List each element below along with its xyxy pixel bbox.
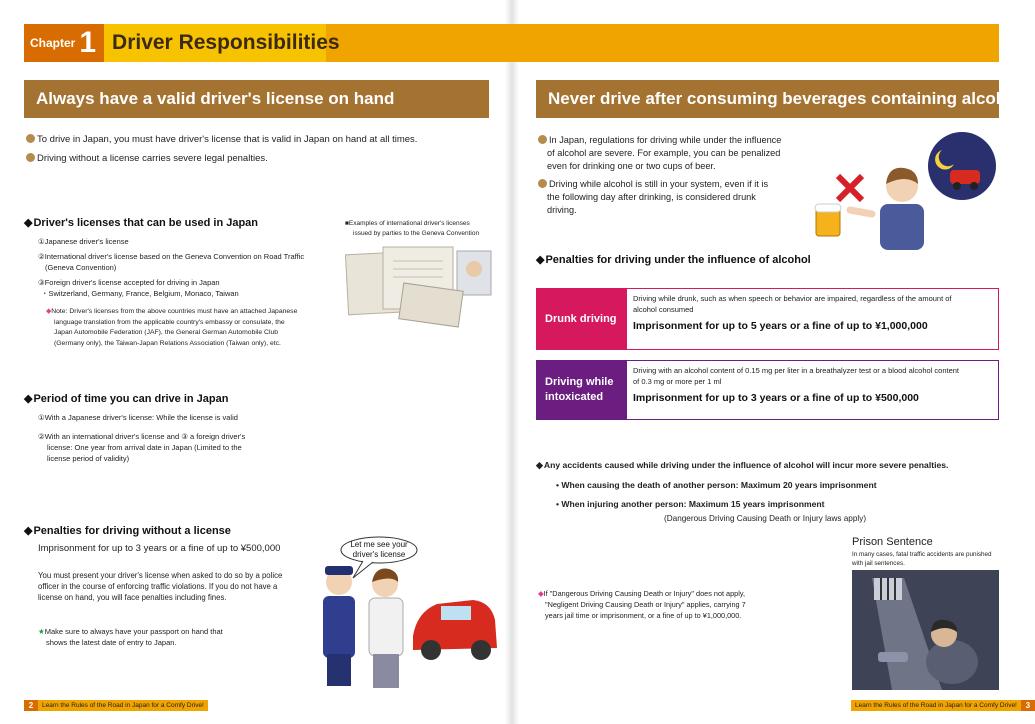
period-item: ①With a Japanese driver's license: While the license is valid xyxy=(38,413,238,422)
intro-line: even for drinking one or two cups of beer. xyxy=(547,161,716,171)
intro-line: Driving while alcohol is still in your system, even if it is xyxy=(549,179,769,189)
page-gutter xyxy=(505,0,519,724)
drunk-driving-body xyxy=(627,289,998,349)
passport-note-line: shows the latest date of entry to Japan. xyxy=(46,638,177,647)
drunk-driving-box xyxy=(536,288,999,350)
intro-line: To drive in Japan, you must have driver's license that is valid in Japan on hand at all times. xyxy=(37,134,418,145)
intoxicated-desc-line: Driving with an alcohol content of 0.15 mg per liter in a breathalyzer test or a blood alcohol content xyxy=(633,366,960,375)
chapter-title: Driver Responsibilities xyxy=(112,31,340,54)
car-wheel xyxy=(471,640,491,660)
intoxicated-label xyxy=(537,361,627,419)
negligent-note: ◆If "Dangerous Driving Causing Death or Injury" does not apply, "Negligent Driving Causing Death or Injury" applies, carrying 7 years jail time or imprisonment, or a fine of up to ¥1,000,000. xyxy=(538,588,798,621)
intro-line: In Japan, regulations for driving while under the influence xyxy=(549,135,782,145)
car-wheel xyxy=(970,182,978,190)
alcohol-penalties-heading-text: Penalties for driving under the influence of alcohol xyxy=(545,254,811,266)
intoxicated-driving-box xyxy=(536,360,999,420)
bullet-dot xyxy=(26,153,35,162)
police-legs xyxy=(327,654,351,686)
bullet-dot xyxy=(538,179,547,188)
accidents-heading-text: Any accidents caused while driving under the influence of alcohol will incur more severe penalties. xyxy=(543,460,949,470)
penalty-main-text: Imprisonment for up to 3 years or a fine of up to ¥500,000 xyxy=(38,543,281,554)
page-number-left: 2 xyxy=(24,700,38,711)
speech-bubble-text: driver's license xyxy=(352,550,406,559)
period-heading-text: Period of time you can drive in Japan xyxy=(33,393,229,405)
prison-caption xyxy=(852,550,1002,568)
footer-text-left: Learn the Rules of the Road in Japan for a Comfy Drive! xyxy=(42,702,204,709)
caption-line: issued by parties to the Geneva Convention xyxy=(353,230,480,237)
intoxicated-penalty: Imprisonment for up to 3 years or a fine of up to ¥500,000 xyxy=(633,392,919,404)
car-icon xyxy=(950,170,980,184)
chapter-number: 1 xyxy=(79,24,104,62)
page-number-right: 3 xyxy=(1021,700,1035,711)
prison-caption-line: In many cases, fatal traffic accidents are punished xyxy=(852,551,992,558)
note-line: Note: Driver's licenses from the above countries must have an attached Japanese xyxy=(51,308,298,315)
license-item: (Geneva Convention) xyxy=(45,263,117,272)
license-item: ・Switzerland, Germany, France, Belgium, Monaco, Taiwan xyxy=(41,289,239,298)
licenses-list xyxy=(38,236,338,299)
car-wheel xyxy=(953,182,961,190)
period-heading: ◆Period of time you can drive in Japan xyxy=(24,393,229,405)
negligent-note-line: "Negligent Driving Causing Death or Injury" applies, carrying 7 xyxy=(545,600,746,609)
licenses-heading-text: Driver's licenses that can be used in Japan xyxy=(33,217,259,229)
police-cap xyxy=(325,566,353,575)
alcohol-illustration xyxy=(810,130,1000,250)
body-line: license on hand, you will face penalties including fines. xyxy=(38,593,227,602)
caption-line: ■Examples of international driver's licenses xyxy=(345,220,470,227)
note-line: Japan Automobile Federation (JAF), the General German Automobile Club xyxy=(54,329,279,336)
license-item: ②International driver's license based on the Geneva Convention on Road Traffic xyxy=(38,252,305,261)
licenses-note: ◆Note: Driver's licenses from the above countries must have an attached Japanese language translation from the applicable country's embassy or consulate, the Japan Automobile Federation (JAF), the General German Automobile Club (Germany only), the Taiwan-Japan Relations Association (Taiwan only), etc. xyxy=(46,307,336,349)
man-body xyxy=(880,204,924,250)
intoxicated-label-line: intoxicated xyxy=(545,391,604,403)
intoxicated-desc-line: of 0.3 mg or more per 1 ml xyxy=(633,377,722,386)
prison-tray xyxy=(878,652,908,662)
intro-line: Driving without a license carries severe legal penalties. xyxy=(37,153,268,164)
licenses-heading: ◆Driver's licenses that can be used in Japan xyxy=(24,217,259,229)
intro-line: of alcohol are severe. For example, you can be penalized xyxy=(547,148,781,158)
period-item: ②With an international driver's license and ③ a foreign driver's xyxy=(38,432,246,441)
police-body xyxy=(323,596,355,658)
bullet-dot xyxy=(26,134,35,143)
body-line: You must present your driver's license when asked to do so by a police xyxy=(38,571,283,580)
drunk-driving-label: Drunk driving xyxy=(537,289,627,349)
license-images xyxy=(345,243,495,328)
period-item: license period of validity) xyxy=(47,454,130,463)
penalties-heading-text: Penalties for driving without a license xyxy=(33,525,231,537)
license-caption xyxy=(345,219,495,239)
man-hand xyxy=(850,210,872,214)
period-list xyxy=(38,412,338,464)
prison-title: Prison Sentence xyxy=(852,536,933,548)
driver-body xyxy=(369,598,403,656)
drunk-desc-line: Driving while drunk, such as when speech or behavior are impaired, regardless of the amount of xyxy=(633,294,952,303)
prison-caption-line: with jail sentences. xyxy=(852,560,905,567)
passport-note: ★Make sure to always have your passport on hand that shows the latest date of entry to Japan. xyxy=(38,626,278,648)
intoxicated-label-line: Driving while xyxy=(545,376,614,388)
negligent-note-line: years jail time or imprisonment, or a fine of up to ¥1,000,000. xyxy=(545,611,742,620)
speech-bubble-tail xyxy=(353,561,373,578)
period-item: license: One year from arrival date in Japan (Limited to the xyxy=(47,443,242,452)
section-header-license: Always have a valid driver's license on hand xyxy=(24,80,489,118)
speech-bubble-text: Let me see your xyxy=(350,540,408,549)
penalties-body xyxy=(38,570,303,603)
penalties-heading: ◆Penalties for driving without a license xyxy=(24,525,231,537)
license-item: ③Foreign driver's license accepted for driving in Japan xyxy=(38,278,220,287)
bullet-dot xyxy=(538,135,547,144)
beer-foam xyxy=(815,204,841,212)
accident-item: • When injuring another person: Maximum 15 years imprisonment xyxy=(556,499,825,509)
accident-item: • When causing the death of another person: Maximum 20 years imprisonment xyxy=(556,480,877,490)
intro-line: driving. xyxy=(547,205,577,215)
body-line: officer in the course of enforcing traffic violations. If you do not have a xyxy=(38,582,278,591)
alcohol-intro xyxy=(538,134,803,217)
accidents-heading: ◆Any accidents caused while driving under the influence of alcohol will incur more severe penalties. xyxy=(536,460,949,470)
drunk-desc-line: alcohol consumed xyxy=(633,305,694,314)
section-header-alcohol: Never drive after consuming beverages containing alcohol xyxy=(536,80,999,118)
negligent-note-line: If "Dangerous Driving Causing Death or Injury" does not apply, xyxy=(543,589,745,598)
car-wheel xyxy=(421,640,441,660)
intro-line: the following day after drinking, is considered drunk xyxy=(547,192,756,202)
cross-icon xyxy=(838,176,862,200)
prison-illustration xyxy=(852,570,999,690)
police-illustration xyxy=(305,536,505,696)
passport-note-line: Make sure to always have your passport on hand that xyxy=(44,627,223,636)
footer-text-right: Learn the Rules of the Road in Japan for a Comfy Drive! xyxy=(855,702,1017,709)
footer-left xyxy=(24,700,208,711)
intoxicated-body xyxy=(627,361,998,419)
car-window xyxy=(441,606,471,620)
chapter-word: Chapter xyxy=(24,24,79,62)
chapter-heading xyxy=(24,24,340,62)
footer-right xyxy=(851,700,1035,711)
drunk-penalty: Imprisonment for up to 5 years or a fine of up to ¥1,000,000 xyxy=(633,320,928,332)
prisoner-body xyxy=(926,640,978,684)
note-line: language translation from the applicable country's embassy or consulate, the xyxy=(54,318,285,326)
license-photo-face xyxy=(466,261,482,277)
accident-law: (Dangerous Driving Causing Death or Injury laws apply) xyxy=(664,514,867,523)
alcohol-penalties-heading: ◆Penalties for driving under the influence of alcohol xyxy=(536,254,811,266)
chapter-bar-right xyxy=(512,24,999,62)
driver-legs xyxy=(373,654,399,688)
license-item: ①Japanese driver's license xyxy=(38,237,129,246)
note-line: (Germany only), the Taiwan-Japan Relations Association (Taiwan only), etc. xyxy=(54,339,281,347)
license-image-3 xyxy=(399,283,463,327)
license-intro xyxy=(26,133,496,165)
